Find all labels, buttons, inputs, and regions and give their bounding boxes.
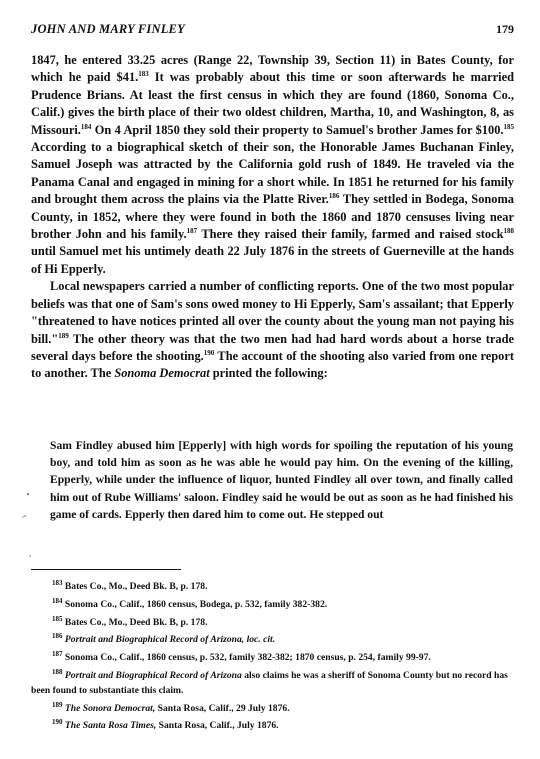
footnote-ref: 190 bbox=[203, 348, 215, 357]
footnote-ref: 183 bbox=[138, 70, 149, 79]
footnote-ref: 184 bbox=[80, 122, 92, 131]
footnote-ref: 186 bbox=[328, 192, 340, 201]
body-text bbox=[31, 52, 514, 383]
running-head: JOHN AND MARY FINLEY bbox=[31, 22, 185, 36]
footnote-ref: 188 bbox=[503, 226, 514, 235]
footnote-rule bbox=[31, 569, 181, 570]
footnote: $^{184}$ Sonoma Co., Calif., 1860 census, Bodega, p. 532, family 382-382. bbox=[52, 596, 328, 610]
scan-specks bbox=[20, 486, 40, 566]
quote-text: Sam Findley abused him [Epperly] with high words for spoiling the reputation of his young boy, and told him as soon as he was able he would pay him. On the evening of the killing, Epperly, while under the influence of liquor, hunted Findley all over town, and finally called him out of Rube Williams' saloon. Findley said he would be out as soon as he had finished his game of cards. Epperly then dared him to come out. He stepped out bbox=[50, 439, 513, 521]
page-number: 179 bbox=[496, 22, 514, 36]
footnotes bbox=[31, 580, 514, 737]
paragraph-1: 1847, he entered 33.25 acres (Range 22, Township 39, Section 11) in Bates County, for which he paid $41.$^{183}$ It was probably about this time or soon afterwards he married Prudence Brians. At least the first census in which they are found (1860, Sonoma Co., Calif.) gives the birth place of their two oldest children, Martha, 10, and Washington, 8, as Missouri.$^{184}$ On 4 April 1850 they sold their property to Samuel's brother James for $100.$^{185}$ According to a biographical sketch of their son, the Honorable James Buchanan Finley, Samuel Joseph was attracted by the California gold rush of 1849. He traveled via the Panama Canal and engaged in mining for a short while. In 1851 he returned for his family and brought them across the plains via the Platte River.$^{186}$ They settled in Bodega, Sonoma County, in 1852, where they were found in both the 1860 and 1870 censuses living near brother John and his family.$^{187}$ There they raised their family, farmed and raised stock$^{188}$ until Samuel met his untimely death 22 July 1876 in the streets of Guerneville at the hands of Hi Epperly. bbox=[31, 53, 514, 276]
footnote-ref: 189 bbox=[58, 331, 69, 340]
footnote-ref: 185 bbox=[503, 122, 514, 131]
footnote: $^{186}$ Portrait and Biographical Record of Arizona, loc. cit. bbox=[52, 632, 276, 646]
footnote: $^{185}$ Bates Co., Mo., Deed Bk. B, p. 178. bbox=[52, 614, 208, 628]
footnote: $^{187}$ Sonoma Co., Calif., 1860 census, p. 532, family 382-382; 1870 census, p. 254, family 99-97. bbox=[52, 650, 431, 664]
footnote: $^{188}$ Portrait and Biographical Record of Arizona also claims he was a sheriff of Sonoma County but no record has been found to substantiate this claim. bbox=[31, 667, 508, 696]
footnote: $^{189}$ The Sonora Democrat, Santa Rosa, Calif., 29 July 1876. bbox=[52, 700, 290, 714]
footnote: $^{183}$ Bates Co., Mo., Deed Bk. B, p. 178. bbox=[52, 578, 208, 592]
block-quote bbox=[50, 437, 513, 523]
page-header bbox=[31, 22, 514, 42]
footnote: $^{190}$ The Santa Rosa Times, Santa Rosa, Calif., July 1876. bbox=[52, 718, 279, 732]
newspaper-title: Sonoma Democrat bbox=[114, 366, 210, 381]
paragraph-2: Local newspapers carried a number of conflicting reports. One of the two most popular beliefs was that one of Sam's sons owed money to Hi Epperly, Sam's assailant; that Epperly "threatened to have notices printed all over the county about the young man not paying his bill."$^{189}$ The other theory was that the two men had had hard words about a horse trade several days before the shooting.$^{190}$ The account of the shooting also varied from one report to another. The Sonoma Democrat printed the following: bbox=[31, 279, 514, 381]
footnote-ref: 187 bbox=[186, 226, 198, 235]
